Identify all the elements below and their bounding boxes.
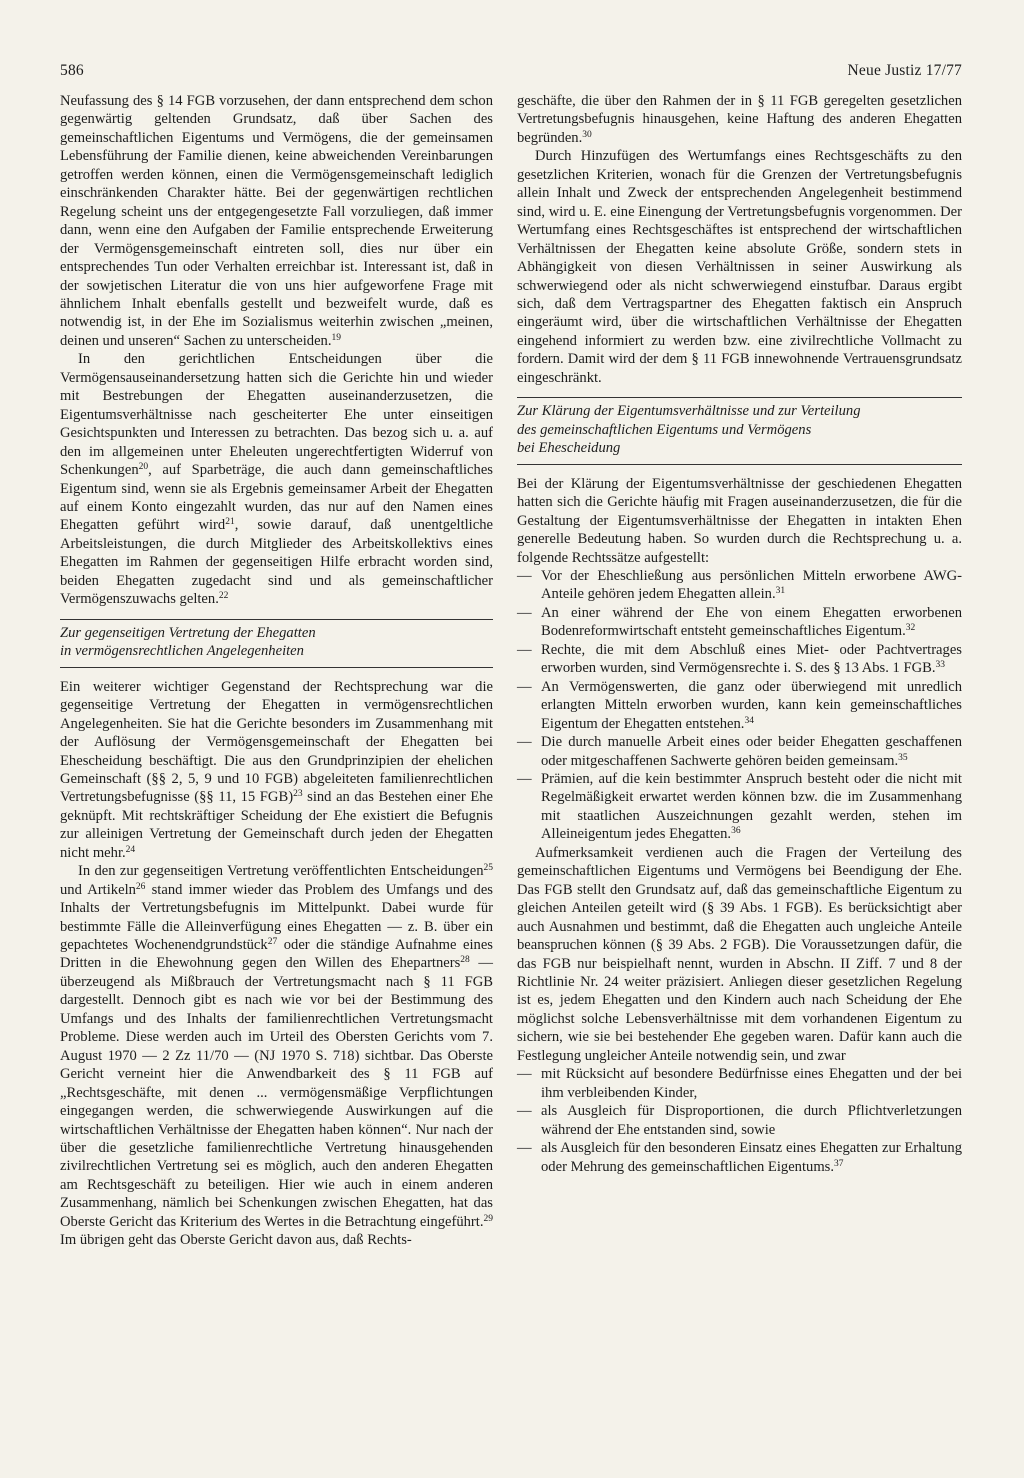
- unequal-shares-list: [517, 1065, 962, 1176]
- footnote-ref[interactable]: 29: [483, 1213, 493, 1224]
- page-number: 586: [60, 62, 84, 79]
- paragraph: Aufmerksamkeit verdienen auch die Fragen der Verteilung des gemeinschaftlichen Eigentums und Vermögens bei Beendigung der Ehe. Das FGB stellt den Grundsatz auf, daß das gemeinschaftliche Eigentum zu gleichen Anteilen geteilt wird (§ 39 Abs. 1 FGB). Es berücksichtigt aber auch Ausnahmen und bestimmt, daß die Ehegatten auch ungleiche Anteile beanspruchen können (§ 39 Abs. 2 FGB). Die Voraussetzungen dafür, die das FGB nur beispielhaft nennt, wurden in Abschn. II Ziff. 7 und 8 der Richtlinie Nr. 24 weiter präzisiert. Anliegen dieser gesetzlichen Regelung ist es, jedem Ehegatten und den Kindern auch nach Scheidung der Ehe möglichst solche Lebensverhältnisse mit dem vorhandenen Eigentum zu sichern, wie sie bei bestehender Ehe gegeben waren. Dafür kann auch die Festlegung ungleicher Anteile notwendig sein, und zwar: [517, 844, 962, 1064]
- footnote-ref[interactable]: 21: [225, 517, 235, 528]
- list-item: — Vor der Eheschließung aus persönlichen Mitteln erworbene AWG-Anteile gehören jedem Ehegatten allein.$^{31}$: [517, 567, 962, 604]
- paragraph: Ein weiterer wichtiger Gegenstand der Rechtsprechung war die gegenseitige Vertretung der Ehegatten in vermögensrechtlichen Angelegenheiten. Sie hat die Gerichte besonders im Zusammenhang mit der Auflösung der Vermögensgemeinschaft der Ehegatten bei Ehescheidung beschäftigt. Die aus den Grundprinzipien der ehelichen Gemeinschaft (§§ 2, 5, 9 und 10 FGB) abgeleiteten familienrechtlichen Vertretungsbefugnisse (§§ 11, 15 FGB)$^{23}$ sind an das Bestehen einer Ehe geknüpft. Mit rechtskräftiger Scheidung der Ehe existiert die Befugnis zur alleinigen Vertretung der Gemeinschaft durch jeden der Ehegatten nicht mehr.$^{24}$: [60, 678, 494, 861]
- paragraph: geschäfte, die über den Rahmen der in § 11 FGB geregelten gesetzlichen Vertretungsbefugnis hinausgehen, keine Haftung des anderen Ehegatten begründen.$^{30}$: [517, 93, 962, 146]
- list-item: — Die durch manuelle Arbeit eines oder beider Ehegatten geschaffenen oder mitgeschaffenen Sachwerte gehören beiden gemeinsam.$^{35}$: [517, 733, 962, 770]
- footnote-ref[interactable]: 27: [267, 937, 278, 948]
- footnote-ref[interactable]: 26: [135, 881, 146, 892]
- footnote-ref[interactable]: 33: [935, 660, 946, 671]
- paragraph: Durch Hinzufügen des Wertumfangs eines Rechtsgeschäfts zu den gesetzlichen Kriterien, wonach für die Grenzen der Vertretungsbefugnis allein Inhalt und Zweck der entsprechenden Angelegenheit bestimmend sind, wird u. E. eine Einengung der Vertretungsbefugnis vorgenommen. Der Wertumfang eines Rechtsgeschäftes ist entsprechend der wirtschaftlichen Verhältnissen der Ehegatten keine absolute Größe, sondern stets in Abhängigkeit von diesen Verhältnissen in seiner Auswirkung als schwerwiegend oder als nicht schwerwiegend einstufbar. Daraus ergibt sich, daß dem Vertragspartner des Ehegatten faktisch ein Anspruch eingeräumt wird, über die wirtschaftlichen Verhältnisse der Ehegatten eingehend informiert zu werden bzw. eine zivilrechtliche Vollmacht zu fordern. Damit wird der dem § 11 FGB innewohnende Vertrauensgrundsatz eingeschränkt.: [517, 148, 962, 386]
- left-column: [60, 92, 493, 1250]
- footnote-ref[interactable]: 31: [775, 586, 786, 597]
- rulings-list: [517, 567, 962, 844]
- footnote-ref[interactable]: 23: [293, 789, 303, 800]
- paragraph: Bei der Klärung der Eigentumsverhältnisse der geschiedenen Ehegatten hatten sich die Gerichte häufig mit Fragen auseinanderzusetzen, die für die Gestaltung der Eigentumsverhältnisse der Ehegatten in intakten Ehen generelle Bedeutung haben. So wurden durch die Rechtsprechung u. a. folgende Rechtssätze aufgestellt:: [517, 475, 962, 566]
- section-heading: Zur gegenseitigen Vertretung der Ehegatten in vermögensrechtlichen Angelegenheiten: [60, 619, 493, 668]
- list-item: — mit Rücksicht auf besondere Bedürfnisse eines Ehegatten und der bei ihm verbleibenden Kinder,: [517, 1065, 962, 1102]
- footnote-ref[interactable]: 20: [138, 462, 149, 473]
- running-header: [60, 62, 962, 86]
- footnote-ref[interactable]: 24: [125, 844, 136, 855]
- list-item: — als Ausgleich für den besonderen Einsatz eines Ehegatten zur Erhaltung oder Mehrung des gemeinschaftlichen Eigentums.$^{37}$: [517, 1139, 962, 1176]
- list-item: — An einer während der Ehe von einem Ehegatten erworbenen Bodenreformwirtschaft entsteht gemeinschaftliches Eigentum.$^{32}$: [517, 604, 962, 641]
- footnote-ref[interactable]: 28: [460, 955, 470, 966]
- paragraph: In den zur gegenseitigen Vertretung veröffentlichten Entscheidungen$^{25}$ und Artikeln$^{26}$ stand immer wieder das Problem des Umfangs und des Inhalts der Vertretungsbefugnis im Mittelpunkt. Dabei wurde für bestimmte Fälle die Alleinverfügung eines Ehegatten — z. B. über ein gepachtetes Wochenendgrundstück$^{27}$ oder die ständige Aufnahme eines Dritten in die Ehewohnung gegen den Willen des Ehepartners$^{28}$ — überzeugend als Mißbrauch der Vertretungsmacht nach § 11 FGB dargestellt. Dennoch gibt es nach wie vor bei der Bestimmung des Umfangs und des Inhalts der familienrechtlichen Vertretungsmacht Probleme. Diese werden auch im Urteil des Obersten Gerichts vom 7. August 1970 — 2 Zz 11/70 — (NJ 1970 S. 718) sichtbar. Das Oberste Gericht verneint hier die Anwendbarkeit des § 11 FGB auf „Rechtsgeschäfte, mit denen ... vermögensmäßige Verpflichtungen eingegangen werden, die schwerwiegende Auswirkungen auf die wirtschaftlichen Verhältnisse der Ehegatten haben können“. Nur nach der über die gesetzliche familienrechtliche Vertretung hinausgehenden zivilrechtlichen Vertretung sei es möglich, auch den anderen Ehegatten am Rechtsgeschäft zu beteiligen. Hier wie auch in einem anderen Zusammenhang, nämlich bei Schenkungen zwischen Ehegatten, hat das Oberste Gericht das Kriterium des Wertes in die Betrachtung eingeführt.$^{29}$ Im übrigen geht das Oberste Gericht davon aus, daß Rechts-: [60, 863, 493, 1249]
- list-item: — An Vermögenswerten, die ganz oder überwiegend mit unredlich erlangten Mitteln erworben wurden, kann kein gemeinschaftliches Eigentum der Ehegatten entstehen.$^{34}$: [517, 678, 962, 733]
- footnote-ref[interactable]: 36: [731, 826, 741, 837]
- list-item: — Rechte, die mit dem Abschluß eines Miet- oder Pachtvertrages erworben wurden, sind Vermögensrechte i. S. des § 13 Abs. 1 FGB.$^{33}$: [517, 641, 962, 678]
- list-item: — Prämien, auf die kein bestimmter Anspruch besteht oder die nicht mit Regelmäßigkeit erwartet werden können bzw. die im Zusammenhang mit staatlichen Auszeichnungen gezahlt werden, stehen im Alleineigentum jedes Ehegatten.$^{36}$: [517, 770, 962, 844]
- right-column: [517, 92, 962, 1176]
- list-item: — als Ausgleich für Disproportionen, die durch Pflichtverletzungen während der Ehe entstanden sind, sowie: [517, 1102, 962, 1139]
- footnote-ref[interactable]: 30: [582, 129, 592, 140]
- paragraph: In den gerichtlichen Entscheidungen über die Vermögensauseinandersetzung hatten sich die Gerichte hin und wieder mit Bestrebungen der Ehegatten auseinanderzusetzen, die Eigentumsverhältnisse nach gescheiterter Ehe unter einseitigen Gesichtspunkten und Interessen zu betrachten. Das bezog sich u. a. auf den im allgemeinen unter Eheleuten ungerechtfertigten Widerruf von Schenkungen$^{20}$, auf Sparbeträge, die auch dann gemeinschaftliches Eigentum sind, wenn sie als Ergebnis gemeinsamer Arbeit der Ehegatten auf einem Konto eingezahlt wurden, das nur auf den Namen eines Ehegatten geführt wird$^{21}$, sowie darauf, daß unentgeltliche Arbeitsleistungen, die durch Mitglieder des Arbeitskollektivs eines Ehegatten im Rahmen der gegenseitigen Hilfe erbracht worden sind, beiden Ehegatten zugedacht sind und als gemeinschaftlicher Vermögenszuwachs gelten.$^{22}$: [60, 351, 493, 608]
- section-heading: Zur Klärung der Eigentumsverhältnisse und zur Verteilung des gemeinschaftlichen Eigentums und Vermögens bei Ehescheidung: [517, 397, 962, 465]
- footnote-ref[interactable]: 19: [331, 332, 342, 343]
- footnote-ref[interactable]: 32: [905, 623, 916, 634]
- footnote-ref[interactable]: 22: [218, 591, 229, 602]
- footnote-ref[interactable]: 35: [898, 752, 908, 763]
- footnote-ref[interactable]: 34: [744, 715, 754, 726]
- journal-issue: Neue Justiz 17/77: [847, 62, 962, 79]
- paragraph: Neufassung des § 14 FGB vorzusehen, der dann entsprechend dem schon gegenwärtig geltenden Grundsatz, daß über Sachen des gemeinschaftlichen Eigentums und Vermögens, die der gemeinsamen Lebensführung der Familie dienen, keine abweichenden Vereinbarungen getroffen werden können, einen die Vermögensgemeinschaft lediglich einschränkenden Charakter hätte. Bei der gegenwärtigen rechtlichen Regelung scheint uns der entgegengesetzte Fall vorzuliegen, daß immer dann, wenn eine den Aufgaben der Familie entsprechende Erweiterung der Vermögensgemeinschaft eintreten soll, dies nur über ein entsprechendes Tun oder Verhalten erreichbar ist. Interessant ist, daß in der sowjetischen Literatur die von uns hier aufgeworfene Frage mit ähnlichem Inhalt ebenfalls gestellt und bezweifelt wurde, daß es notwendig ist, in der Ehe im Sozialismus weiterhin zwischen „meinen, deinen und unseren“ Sachen zu unterscheiden.$^{19}$: [60, 93, 493, 349]
- footnote-ref[interactable]: 37: [834, 1158, 844, 1169]
- footnote-ref[interactable]: 25: [483, 863, 493, 874]
